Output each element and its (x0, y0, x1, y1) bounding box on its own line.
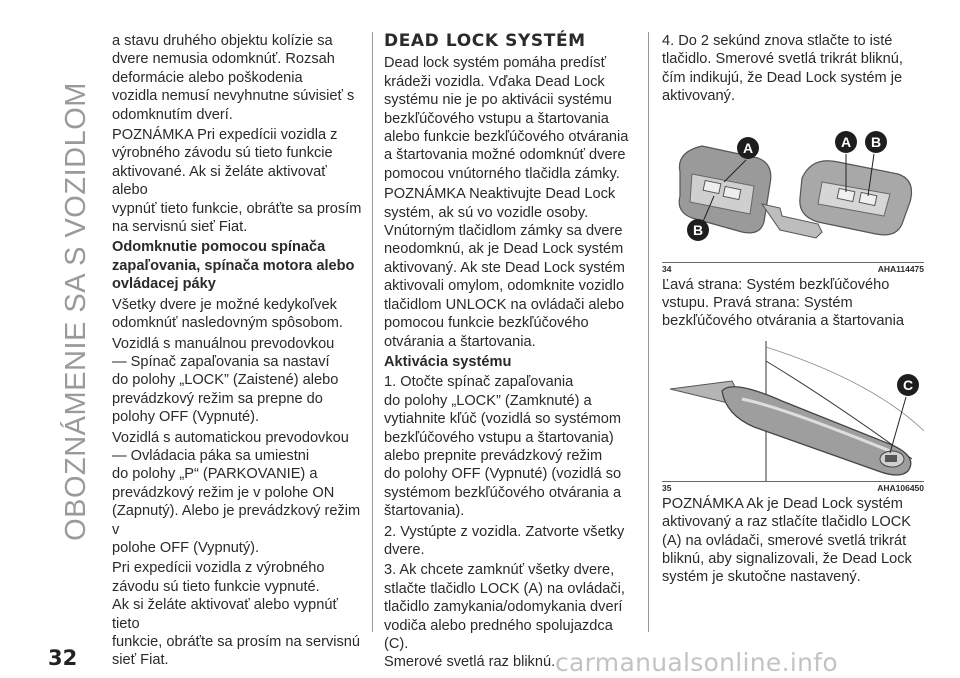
paragraph-deformation: a stavu druhého objektu kolízie sa dvere nemusia odomknúť. Rozsah deformácie alebo poškodenia vozidla nemusí nevyhnutne súvisieť s odomknutím dverí. (112, 33, 355, 123)
paragraph-all-doors: Všetky dvere je možné kedykoľvek odomknúť nasledovným spôsobom. (112, 296, 343, 332)
step-1: 1. Otočte spínač zapaľovania do polohy „LOCK” (Zamknuté) a vytiahnite kľúč (vozidlá so systémom bezkľúčového vstupu a štartovania) alebo prepnite prevádzkový režim do polohy OFF (Vypnuté) (vozidlá so systémom bezkľúčového otvárania a štartovania). (384, 374, 622, 520)
column-right (662, 32, 924, 587)
step-2: 2. Vystúpte z vozidla. Zatvorte všetky dvere. (384, 523, 625, 558)
figure-34-description: Ľavá strana: Systém bezkľúčového vstupu. Pravá strana: Systém bezkľúčového otvárania a štartovania (662, 276, 904, 330)
figure-35-caption-bar (662, 481, 924, 493)
paragraph-dead-lock-intro: Dead lock systém pomáha predísť krádeži vozidla. Vďaka Dead Lock systému nie je po aktivácii systému bezkľúčového vstupu a štartovania alebo funkcie bezkľúčového otvárania a štartovania možné odomknúť dvere pomocou vnútorného tlačidla zámky. (384, 55, 629, 182)
figure-35-number: 35 (662, 482, 672, 493)
note-factory-activated: POZNÁMKA Pri expedícii vozidla z výrobného závodu sú tieto funkcie aktivované. Ak si želáte aktivovať alebo vypnúť tieto funkcie, obráťte sa prosím na servisnú sieť Fiat. (112, 127, 362, 236)
column-divider-2 (648, 32, 649, 632)
section-title-dead-lock: DEAD LOCK SYSTÉM (384, 31, 586, 51)
chapter-side-title (56, 26, 96, 596)
figure-34-number: 34 (662, 263, 672, 274)
svg-text:C: C (902, 376, 914, 393)
chapter-title-text: OBOZNÁMENIE SA S VOZIDLOM (59, 81, 92, 541)
note-dead-lock-confirm: POZNÁMKA Ak je Dead Lock systém aktivovaný a raz stlačíte tlačidlo LOCK (A) na ovládači, smerové svetlá trikrát bliknú, aby signalizovali, že Dead Lock systém je skutočne nastavený. (662, 495, 912, 586)
heading-activation: Aktivácia systému (384, 353, 512, 370)
paragraph-factory-disabled: Pri expedícii vozidla z výrobného závodu sú tieto funkcie vypnuté. Ak si želáte aktivovať alebo vypnúť tieto funkcie, obráťte sa prosím na servisnú sieť Fiat. (112, 560, 361, 669)
note-dead-lock-occupants: POZNÁMKA Neaktivujte Dead Lock systém, ak sú vo vozidle osoby. Vnútorným tlačidlom zámky sa dvere neodomknú, ak je Dead Lock systém aktivovaný. Ak ste Dead Lock systém aktivovali omylom, odomknite vozidlo tlačidlom UNLOCK na ovládači alebo pomocou funkcie bezkľúčového otvárania a štartovania. (384, 186, 625, 350)
watermark-text: carmanualsonline.info (555, 648, 838, 677)
column-left (112, 32, 362, 670)
step-3: 3. Ak chcete zamknúť všetky dvere, stlačte tlačidlo LOCK (A) na ovládači, tlačidlo zamykania/odomykania dverí vodiča alebo predného spolujazdca (C). Smerové svetlá raz bliknú. (384, 562, 625, 671)
figure-35-code: AHA106450 (877, 482, 924, 493)
door-handle-illustration (662, 341, 924, 481)
figure-34-caption-bar (662, 262, 924, 274)
paragraph-manual-transmission: Vozidlá s manuálnou prevodovkou — Spínač zapaľovania sa nastaví do polohy „LOCK” (Zaistené) alebo prevádzkový režim sa prepne do polohy OFF (Vypnuté). (112, 335, 339, 426)
paragraph-automatic-transmission: Vozidlá s automatickou prevodovkou — Ovládacia páka sa umiestni do polohy „P“ (PARKOVANIE) a prevádzkový režim je v polohe ON (Zapnutý). Alebo je prevádzkový režim v polohe OFF (Vypnutý). (112, 429, 361, 556)
svg-text:A: A (742, 139, 754, 156)
step-4: 4. Do 2 sekúnd znova stlačte to isté tlačidlo. Smerové svetlá trikrát bliknú, čím indikujú, že Dead Lock systém je aktivovaný. (662, 33, 903, 105)
column-divider-1 (372, 32, 373, 632)
heading-unlock-ignition: Odomknutie pomocou spínača zapaľovania, spínača motora alebo ovládacej páky (112, 239, 355, 293)
column-middle (384, 32, 636, 672)
figure-35-door-handle (662, 341, 924, 493)
svg-text:B: B (870, 133, 882, 150)
figure-34-code: AHA114475 (877, 263, 924, 274)
page-number: 32 (48, 646, 78, 670)
svg-text:B: B (692, 221, 704, 238)
svg-text:A: A (840, 133, 852, 150)
figure-34-key-fobs (662, 112, 924, 274)
key-fobs-illustration (662, 112, 924, 262)
